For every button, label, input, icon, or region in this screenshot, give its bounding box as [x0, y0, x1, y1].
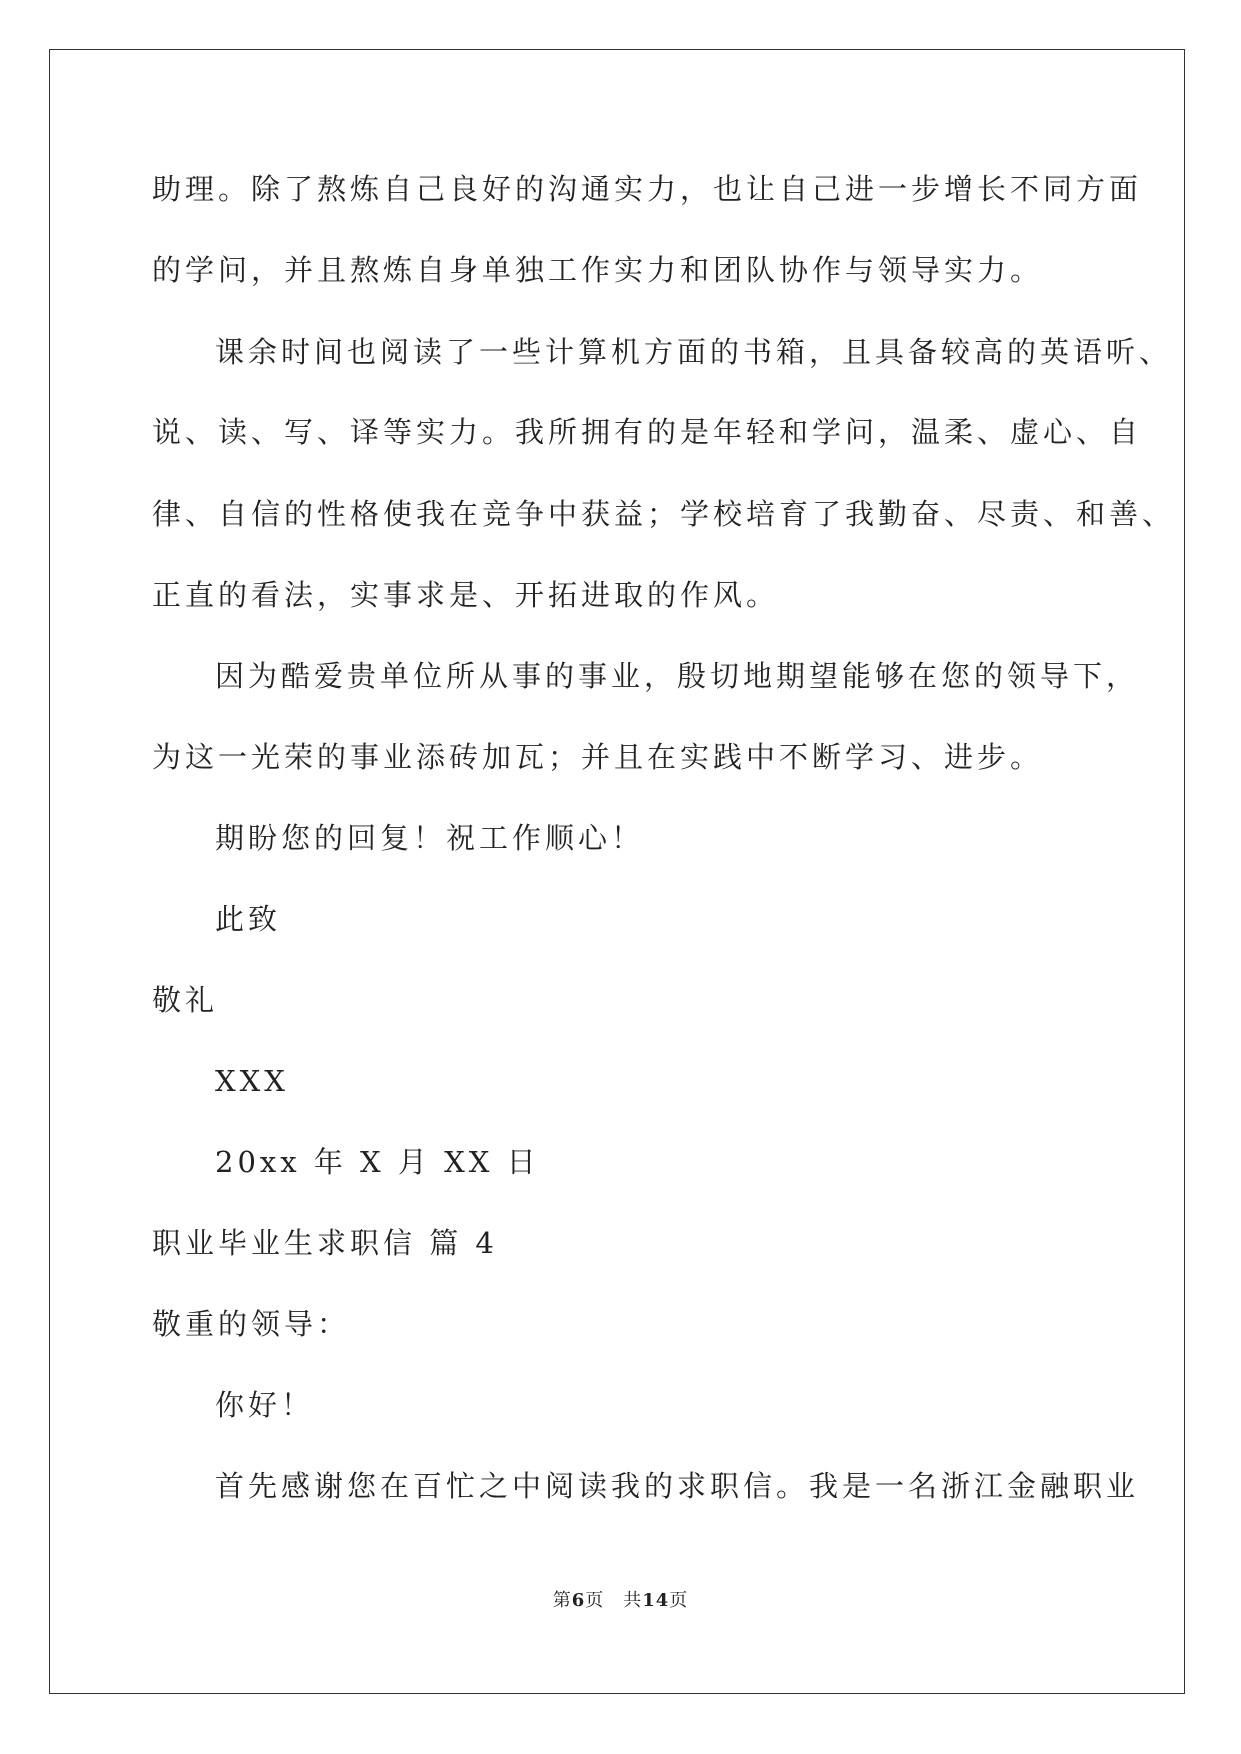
total-page-count: 14 [642, 1590, 670, 1611]
text-line: 期盼您的回复！祝工作顺心！ [215, 821, 645, 855]
signature: XXX [215, 1064, 289, 1098]
text-line: 的学问，并且熬炼自身单独工作实力和团队协作与领导实力。 [152, 253, 1044, 287]
current-page-number: 6 [571, 1590, 586, 1611]
greeting-hello: 你好！ [215, 1388, 315, 1422]
section-heading: 职业毕业生求职信 篇 4 [152, 1226, 498, 1260]
closing-respect: 敬礼 [152, 983, 219, 1017]
text-line: 助理。除了熬炼自己良好的沟通实力，也让自己进一步增长不同方面 [152, 172, 1143, 206]
text-line: 律、自信的性格使我在竞争中获益；学校培育了我勤奋、尽责、和善、 [152, 497, 1176, 531]
text-line: 首先感谢您在百忙之中阅读我的求职信。我是一名浙江金融职业 [215, 1469, 1140, 1503]
text-line: 为这一光荣的事业添砖加瓦；并且在实践中不断学习、进步。 [152, 740, 1044, 774]
text-line: 正直的看法，实事求是、开拓进取的作风。 [152, 578, 780, 612]
text-line: 说、读、写、译等实力。我所拥有的是年轻和学问，温柔、虚心、自 [152, 415, 1143, 449]
text-line: 因为酷爱贵单位所从事的事业，殷切地期望能够在您的领导下， [215, 659, 1140, 693]
footer-suffix: 页 [669, 1590, 689, 1611]
text-line: 课余时间也阅读了一些计算机方面的书箱，且具备较高的英语听、 [215, 335, 1173, 369]
footer-prefix: 第 [552, 1590, 572, 1611]
footer-middle: 页 共 [585, 1590, 643, 1611]
date-line: 20xx 年 X 月 XX 日 [215, 1145, 540, 1179]
closing-salutation: 此致 [215, 902, 282, 936]
page-footer [0, 1586, 1241, 1612]
greeting: 敬重的领导： [152, 1307, 351, 1341]
page-border [49, 49, 1185, 1694]
